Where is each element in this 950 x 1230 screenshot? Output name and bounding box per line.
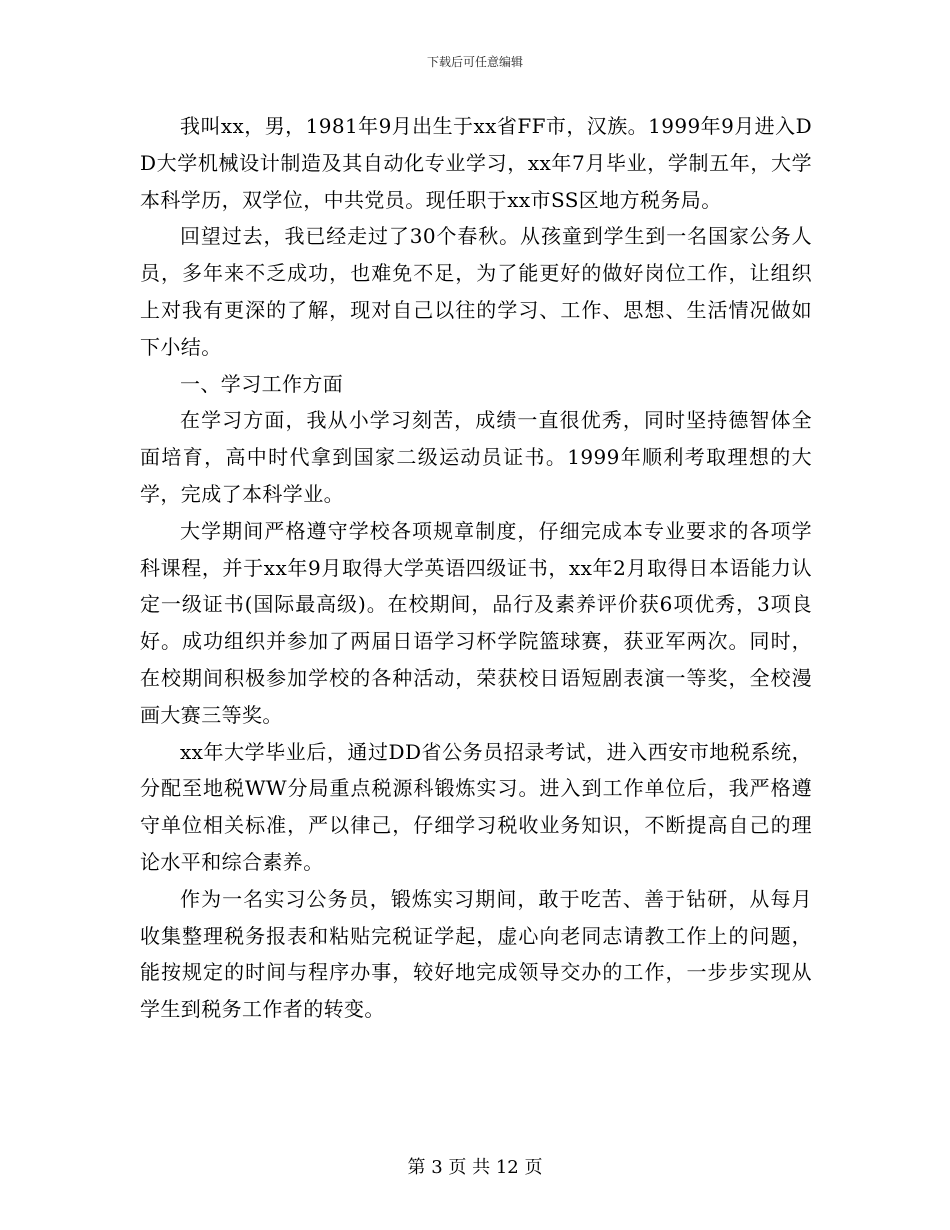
paragraph-personal-info: 我叫xx，男，1981年9月出生于xx省FF市，汉族。1999年9月进入DD大学机械设计制造及其自动化专业学习，xx年7月毕业，学制五年，大学本科学历，双学位，中共党员。现任职于xx市SS区地方税务局。: [140, 114, 812, 212]
paragraph-study: 在学习方面，我从小学习刻苦，成绩一直很优秀，同时坚持德智体全面培育，高中时代拿到国家二级运动员证书。1999年顺利考取理想的大学，完成了本科学业。: [140, 408, 812, 506]
section-heading-study-work: 一、学习工作方面: [180, 371, 344, 396]
document-body: [140, 108, 812, 1028]
paragraph-university: 大学期间严格遵守学校各项规章制度，仔细完成本专业要求的各项学科课程，并于xx年9月取得大学英语四级证书，xx年2月取得日本语能力认定一级证书(国际最高级)。在校期间，品行及素养评价获6项优秀，3项良好。成功组织并参加了两届日语学习杯学院篮球赛，获亚军两次。同时，在校期间积极参加学校的各种活动，荣获校日语短剧表演一等奖，全校漫画大赛三等奖。: [140, 518, 812, 727]
page-header: 下载后可任意编辑: [426, 55, 523, 69]
paragraph-employment: xx年大学毕业后，通过DD省公务员招录考试，进入西安市地税系统，分配至地税WW分局重点税源科锻炼实习。进入到工作单位后，我严格遵守单位相关标准，严以律己，仔细学习税收业务知识，不断提高自己的理论水平和综合素养。: [140, 739, 812, 874]
paragraph-review: 回望过去，我已经走过了30个春秋。从孩童到学生到一名国家公务人员，多年来不乏成功，也难免不足，为了能更好的做好岗位工作，让组织上对我有更深的了解，现对自己以往的学习、工作、思想、生活情况做如下小结。: [140, 224, 812, 359]
page-number: 第 3 页 共 12 页: [407, 1157, 543, 1178]
paragraph-internship: 作为一名实习公务员，锻炼实习期间，敢于吃苦、善于钻研，从每月收集整理税务报表和粘贴完税证学起，虚心向老同志请教工作上的问题，能按规定的时间与程序办事，较好地完成领导交办的工作，一步步实现从学生到税务工作者的转变。: [140, 886, 812, 1022]
